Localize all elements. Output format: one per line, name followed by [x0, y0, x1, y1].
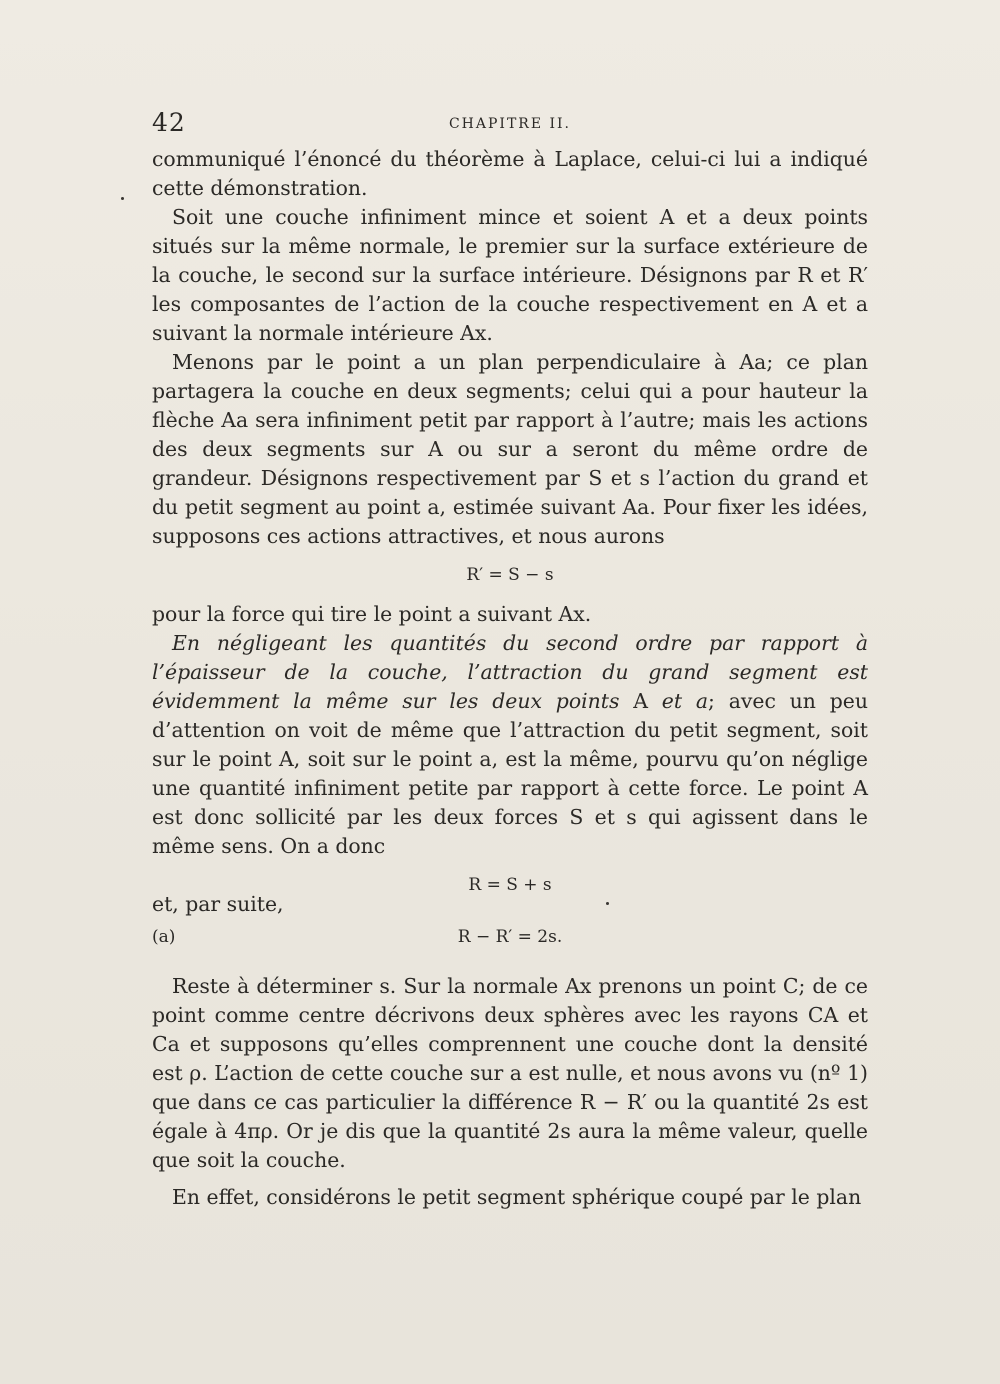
- ink-speck: [121, 197, 124, 200]
- paragraph: Soit une couche infiniment mince et soient A et a deux points situés sur la même normale, le premier sur la surface extérieure de la couche, le second sur la surface intérieure. Désignons par R et R′ les composantes de l’action de la couche respectivement en A et a suivant la normale intérieure Ax.: [152, 205, 868, 345]
- page-number: 42: [152, 108, 186, 137]
- running-head: CHAPITRE II.: [448, 116, 572, 132]
- paragraph: Menons par le point a un plan perpendiculaire à Aa; ce plan partagera la couche en deux segments; celui qui a pour hauteur la flèche Aa sera infiniment petit par rapport à l’autre; mais les actions des deux segments sur A ou sur a seront du même ordre de grandeur. Désignons respectivement par S et s l’action du grand et du petit segment au point a, estimée suivant Aa. Pour fixer les idées, supposons ces actions attractives, et nous aurons: [152, 350, 868, 548]
- body-text: [152, 145, 868, 1212]
- paragraph: [152, 629, 868, 861]
- page-header: [152, 108, 868, 142]
- paragraph: pour la force qui tire le point a suivant Ax.: [152, 602, 592, 626]
- italic-statement: En négligeant les quantités du second ordre par rapport à l’épaisseur de la couche, l’attraction du grand segment est évidemment la même sur les deux points: [152, 631, 868, 713]
- point-label: a: [695, 689, 709, 713]
- equation: R′ = S − s: [466, 565, 554, 585]
- equation: R = S + s: [468, 875, 552, 895]
- paragraph: communiqué l’énoncé du théorème à Laplace, celui-ci lui a indiqué cette démonstration.: [152, 147, 868, 200]
- equation-label: (a): [152, 927, 176, 947]
- labeled-equation: [152, 923, 868, 952]
- point-label: A: [633, 689, 648, 713]
- paragraph-continuation: ; avec un peu d’attention on voit de même que l’attraction du petit segment, soit sur le point A, soit sur le point a, est la même, pourvu qu’on néglige une quantité infiniment petite par rapport à cette force. Le point A est donc sollicité par les deux forces S et s qui agissent dans le même sens. On a donc: [152, 689, 869, 858]
- italic-conjunction: et: [661, 689, 683, 713]
- paragraph: et, par suite,: [152, 892, 284, 916]
- paragraph: En effet, considérons le petit segment sphérique coupé par le plan: [172, 1185, 862, 1209]
- paragraph: Reste à déterminer s. Sur la normale Ax prenons un point C; de ce point comme centre décrivons deux sphères avec les rayons CA et Ca et supposons qu’elles comprennent une couche dont la densité est ρ. L’action de cette couche sur a est nulle, et nous avons vu (nº 1) que dans ce cas particulier la différence R − R′ ou la quantité 2s est égale à 4πρ. Or je dis que la quantité 2s aura la même valeur, quelle que soit la couche.: [152, 974, 868, 1172]
- equation: R − R′ = 2s.: [457, 927, 563, 947]
